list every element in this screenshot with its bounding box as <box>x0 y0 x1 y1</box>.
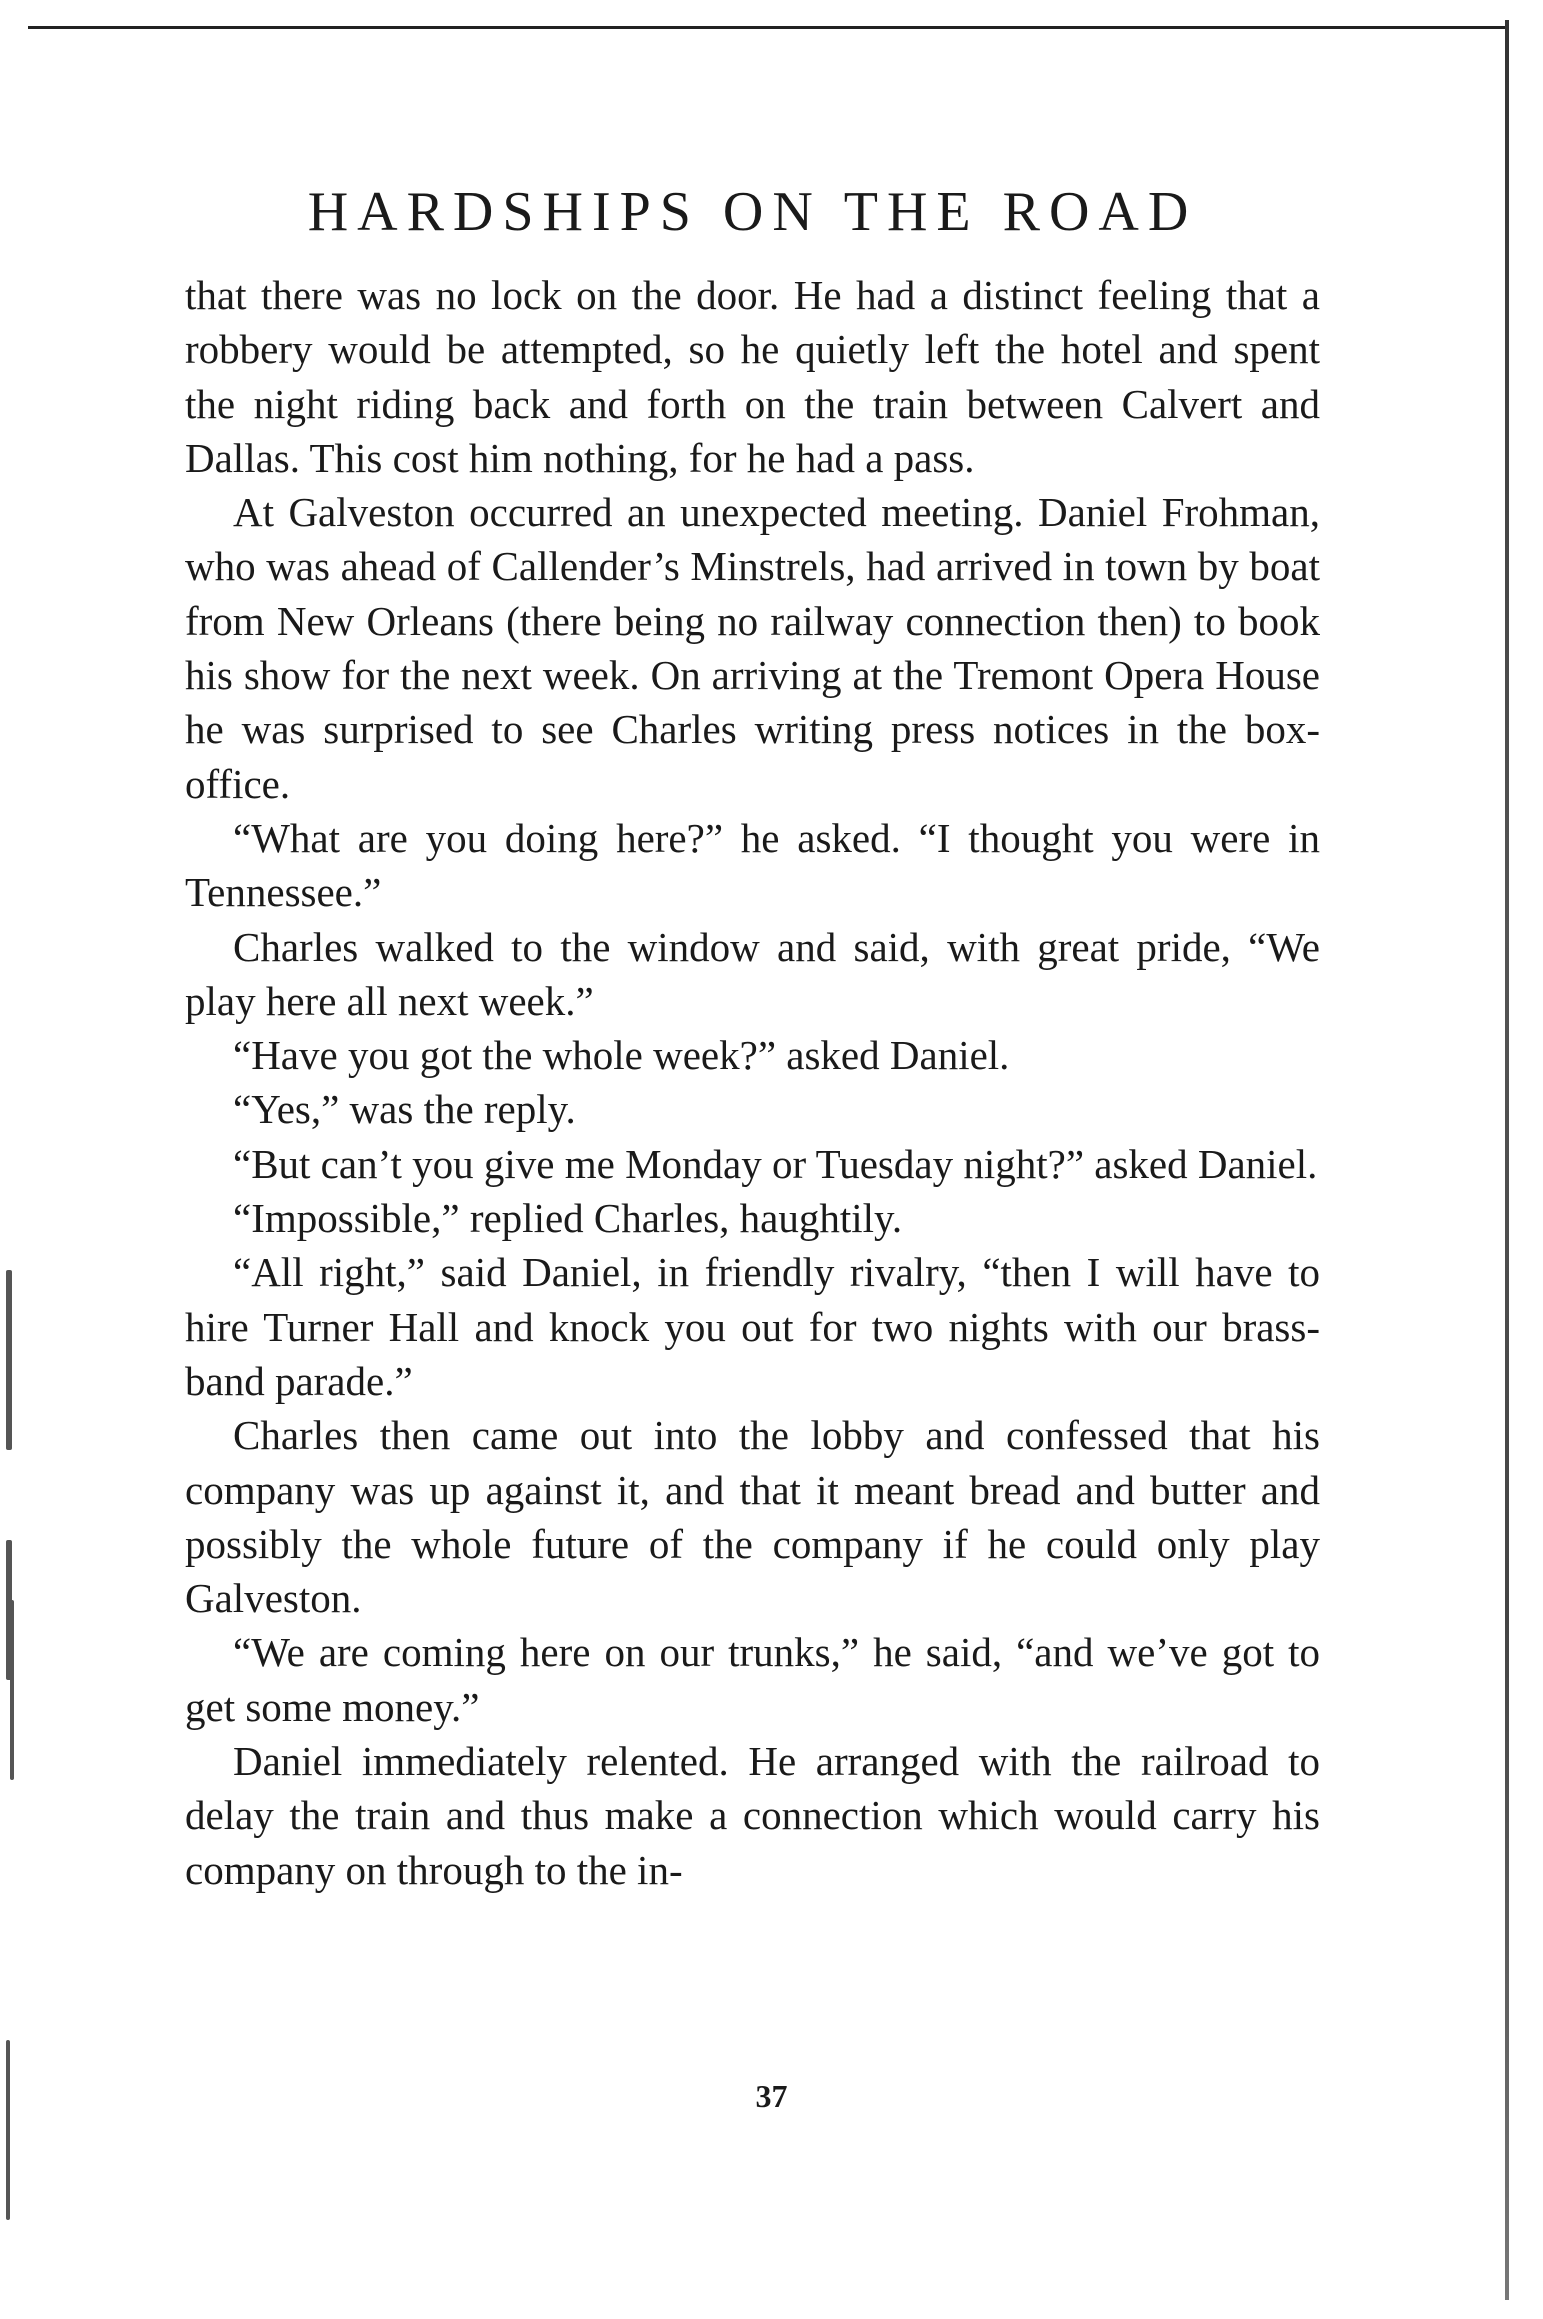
paragraph: “Have you got the whole week?” asked Daniel. <box>233 1032 1010 1079</box>
running-head: HARDSHIPS ON THE ROAD <box>307 181 1198 243</box>
right-page-edge <box>1505 20 1509 2300</box>
page-body <box>185 180 1320 1897</box>
paragraph: “Impossible,” replied Charles, haughtily. <box>233 1195 903 1242</box>
paragraph: “We are coming here on our trunks,” he said, “and we’ve got to get some money.” <box>185 1629 1320 1730</box>
paragraph: Charles walked to the window and said, with great pride, “We play here all next week.” <box>185 923 1320 1024</box>
paragraph: At Galveston occurred an unexpected meeting. Daniel Frohman, who was ahead of Callender’s Minstrels, had arrived in town by boat from New Orleans (there being no railway connection then) to book his show for the next week. On arriving at the Tremont Opera House he was surprised to see Charles writing press notices in the box-office. <box>185 489 1320 807</box>
left-margin-speck <box>6 2040 10 2220</box>
paragraph: Charles then came out into the lobby and confessed that his company was up against it, and that it meant bread and butter and possibly the whole future of the company if he could only play Galveston. <box>185 1412 1320 1622</box>
page-number: 37 <box>755 2078 788 2114</box>
paragraph: “All right,” said Daniel, in friendly rivalry, “then I will have to hire Turner Hall and knock you out for two nights with our brass-band parade.” <box>185 1249 1320 1404</box>
paragraph: “Yes,” was the reply. <box>233 1086 576 1133</box>
left-margin-speck <box>10 1600 14 1780</box>
paragraph: “What are you doing here?” he asked. “I thought you were in Tennessee.” <box>185 814 1320 916</box>
left-margin-speck <box>6 1270 12 1450</box>
paragraph: “But can’t you give me Monday or Tuesday night?” asked Daniel. <box>233 1140 1318 1187</box>
top-border-rule <box>28 26 1508 29</box>
paragraph: Daniel immediately relented. He arranged with the railroad to delay the train and thus make a connection which would carry his company on through to the in- <box>185 1738 1320 1893</box>
paragraph: that there was no lock on the door. He had a distinct feeling that a robbery would be attempted, so he quietly left the hotel and spent the night riding back and forth on the train between Calvert and Dallas. This cost him nothing, for he had a pass. <box>185 272 1320 481</box>
